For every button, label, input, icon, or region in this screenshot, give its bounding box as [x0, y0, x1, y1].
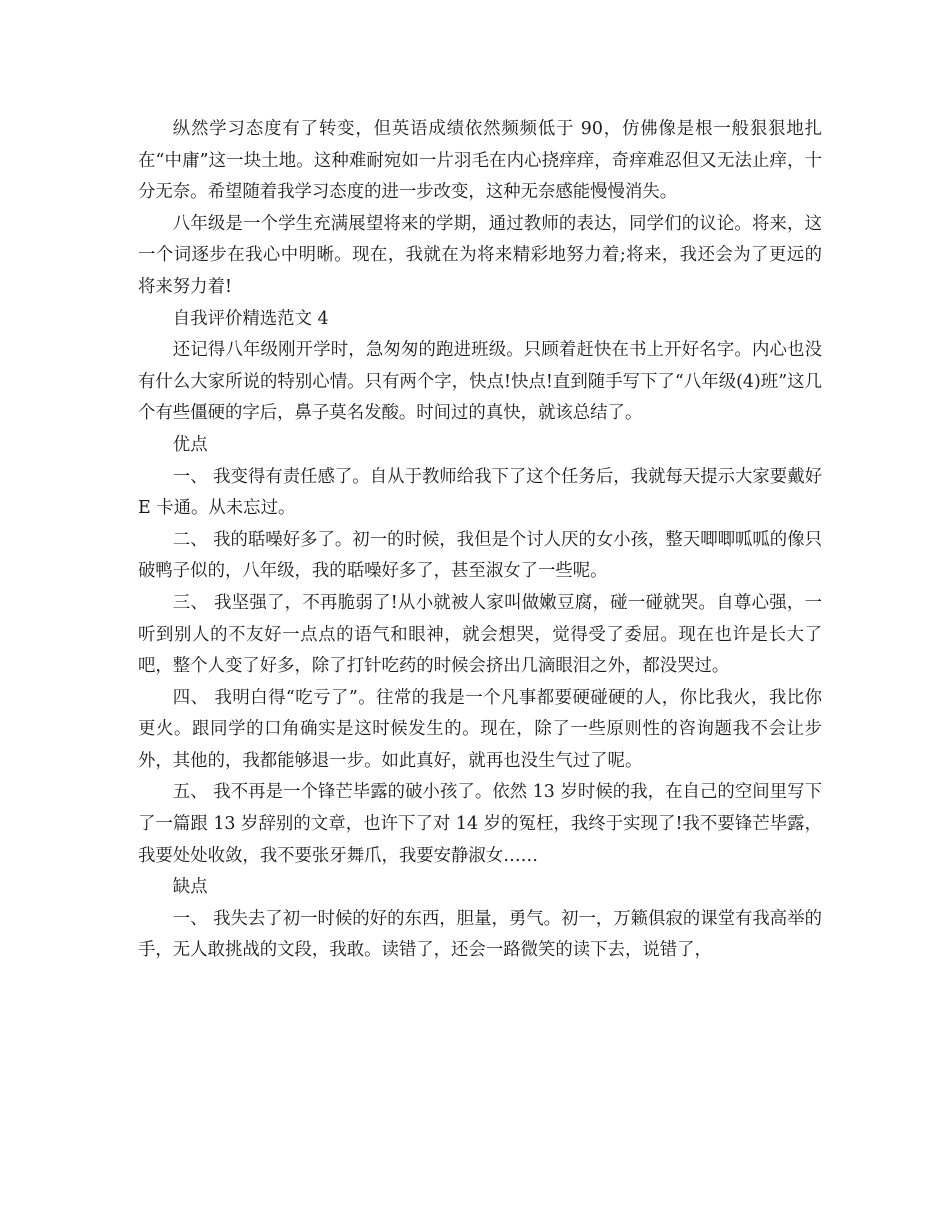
- strength-item-1: 一、 我变得有责任感了。自从于教师给我下了这个任务后，我就每天提示大家要戴好 E 卡通。从未忘过。: [138, 466, 822, 519]
- paragraph-grade-eight-future: 八年级是一个学生充满展望将来的学期，通过教师的表达，同学们的议论。将来，这一个词逐步在我心中明晰。现在，我就在为将来精彩地努力着;将来，我还会为了更远的将来努力着!: [138, 213, 822, 297]
- document-page: [138, 114, 822, 967]
- paragraph-first-day: 还记得八年级刚开学时，急匆匆的跑进班级。只顾着赶快在书上开好名字。内心也没有什么大家所说的特别心情。只有两个字，快点!快点!直到随手写下了“八年级(4)班”这几个有些僵硬的字后，鼻子莫名发酸。时间过的真快，就该总结了。: [138, 340, 822, 424]
- strength-item-5: 五、 我不再是一个锋芒毕露的破小孩了。依然 13 岁时候的我，在自己的空间里写下了一篇跟 13 岁辞别的文章，也许下了对 14 岁的冤枉，我终于实现了!我不要锋芒毕露，我要处处收敛，我不要张牙舞爪，我要安静淑女……: [138, 782, 822, 866]
- paragraph-english-score: 纵然学习态度有了转变，但英语成绩依然频频低于 90，仿佛像是根一般狠狠地扎在“中庸”这一块土地。这种难耐宛如一片羽毛在内心挠痒痒，奇痒难忍但又无法止痒，十分无奈。希望随着我学习态度的进一步改变，这种无奈感能慢慢消失。: [138, 119, 822, 203]
- strength-item-3: 三、 我坚强了，不再脆弱了!从小就被人家叫做嫩豆腐，碰一碰就哭。自尊心强，一听到别人的不友好一点点的语气和眼神，就会想哭，觉得受了委屈。现在也许是长大了吧，整个人变了好多，除了打针吃药的时候会挤出几滴眼泪之外，都没哭过。: [138, 592, 822, 677]
- section-title-essay-4: 自我评价精选范文 4: [172, 308, 329, 329]
- strength-item-2: 二、 我的聒噪好多了。初一的时候，我但是个讨人厌的女小孩，整天唧唧呱呱的像只破鸭子似的，八年级，我的聒噪好多了，甚至淑女了一些呢。: [138, 529, 822, 582]
- heading-strengths: 优点: [172, 434, 208, 455]
- heading-weaknesses: 缺点: [172, 877, 208, 898]
- weakness-item-1: 一、 我失去了初一时候的好的东西，胆量，勇气。初一，万籁俱寂的课堂有我高举的手，无人敢挑战的文段，我敢。读错了，还会一路微笑的读下去，说错了，: [138, 908, 822, 961]
- strength-item-4: 四、 我明白得“吃亏了”。往常的我是一个凡事都要硬碰硬的人，你比我火，我比你更火。跟同学的口角确实是这时候发生的。现在，除了一些原则性的咨询题我不会让步外，其他的，我都能够退一步。如此真好，就再也没生气过了呢。: [138, 687, 822, 771]
